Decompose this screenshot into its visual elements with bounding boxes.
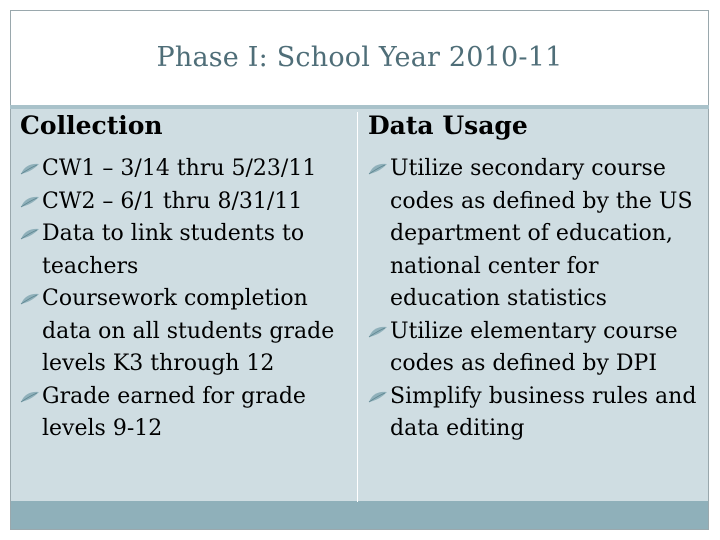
collection-heading: Collection bbox=[20, 111, 163, 140]
list-item bbox=[20, 381, 355, 446]
collection-column bbox=[20, 153, 355, 446]
list-item-text: Grade earned for grade levels 9-12 bbox=[42, 383, 306, 441]
list-item bbox=[368, 316, 708, 381]
leaf-bullet-icon bbox=[20, 195, 40, 209]
list-item bbox=[368, 153, 708, 316]
list-item bbox=[20, 283, 355, 381]
leaf-bullet-icon bbox=[20, 162, 40, 176]
leaf-bullet-icon bbox=[20, 292, 40, 306]
list-item-text: Simplify business rules and data editing bbox=[390, 383, 697, 441]
slide-title: Phase I: School Year 2010-11 bbox=[156, 42, 563, 73]
leaf-bullet-icon bbox=[368, 390, 388, 404]
leaf-bullet-icon bbox=[368, 325, 388, 339]
leaf-bullet-icon bbox=[20, 227, 40, 241]
data-usage-heading: Data Usage bbox=[368, 111, 528, 140]
list-item-text: CW1 – 3/14 thru 5/23/11 bbox=[42, 156, 317, 181]
list-item bbox=[368, 381, 708, 446]
data-usage-column bbox=[368, 153, 708, 446]
list-item-text: Utilize elementary course codes as defined by DPI bbox=[390, 318, 678, 376]
list-item bbox=[20, 218, 355, 283]
list-item-text: Data to link students to teachers bbox=[42, 221, 305, 279]
leaf-bullet-icon bbox=[20, 390, 40, 404]
footer-bar bbox=[11, 501, 708, 529]
list-item-text: CW2 – 6/1 thru 8/31/11 bbox=[42, 188, 303, 214]
data-usage-list bbox=[368, 153, 708, 446]
list-item bbox=[20, 186, 355, 219]
list-item-text: Utilize secondary course codes as defined by the US department of education, national center for education statistics bbox=[390, 156, 693, 311]
column-divider bbox=[357, 112, 358, 502]
list-item-text: Coursework completion data on all students grade levels K3 through 12 bbox=[42, 286, 335, 376]
collection-list bbox=[20, 153, 355, 446]
list-item bbox=[20, 153, 355, 186]
leaf-bullet-icon bbox=[368, 162, 388, 176]
